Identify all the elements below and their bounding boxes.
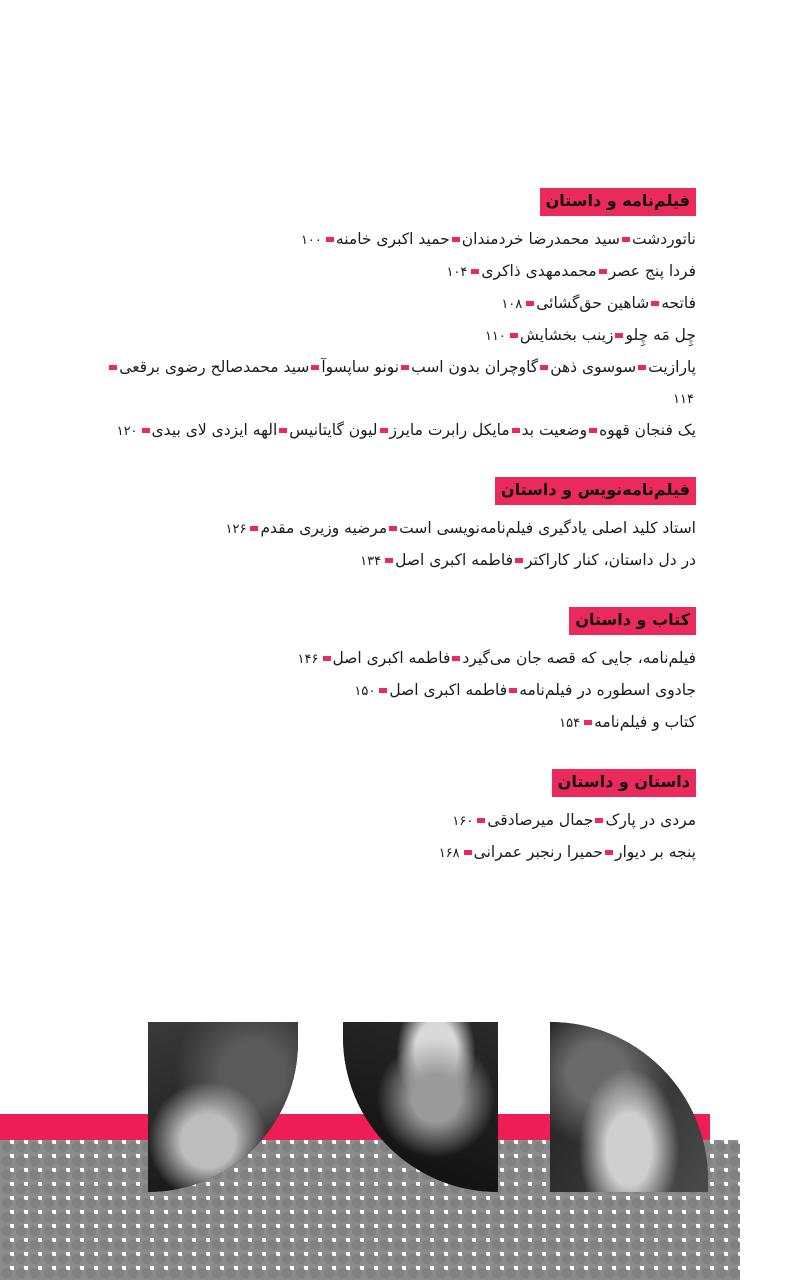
entry-credit: فاطمه اکبری اصل xyxy=(389,681,508,699)
entry-title: استاد کلید اصلی یادگیری فیلم‌نامه‌نویسی است xyxy=(399,519,696,537)
separator-mark xyxy=(638,365,646,370)
separator-mark xyxy=(452,656,460,661)
page-number: ۱۵۴ xyxy=(559,716,581,731)
entry-credit: سید محمدرضا خردمندان xyxy=(461,230,621,248)
separator-mark xyxy=(477,818,485,823)
page-number: ۱۱۰ xyxy=(484,329,506,344)
photo-book-in-garden xyxy=(148,1022,298,1192)
separator-mark xyxy=(323,656,331,661)
section-heading: فیلم‌نامه‌نویس و داستان xyxy=(495,477,696,505)
separator-mark xyxy=(401,365,409,370)
page-number: ۱۶۸ xyxy=(438,846,460,861)
entry-title: کتاب و فیلم‌نامه xyxy=(594,713,696,731)
section-heading: داستان و داستان xyxy=(552,769,696,797)
toc-entry xyxy=(96,352,696,415)
toc-entry xyxy=(96,643,696,675)
entry-title: فردا پنج عصر xyxy=(608,262,696,280)
toc-section xyxy=(96,188,696,447)
separator-mark xyxy=(622,237,630,242)
page-number: ۱۵۰ xyxy=(354,684,376,699)
entry-title: جادوی اسطوره در فیلم‌نامه xyxy=(519,681,696,699)
entry-title: ناتوردشت xyxy=(632,230,696,248)
page-number: ۱۰۸ xyxy=(501,297,523,312)
separator-mark xyxy=(389,526,397,531)
entry-title: پنجه بر دیوار xyxy=(614,843,696,861)
entry-credit: سید محمدصالح رضوی برقعی xyxy=(119,358,310,376)
entry-credit: لیون گایتانیس xyxy=(289,421,378,439)
entry-credit: زینب بخشایش xyxy=(519,326,614,344)
toc-entry xyxy=(96,288,696,320)
toc-entry xyxy=(96,320,696,352)
separator-mark xyxy=(311,365,319,370)
entry-title: پارازیت xyxy=(648,358,696,376)
toc-entry xyxy=(96,224,696,256)
toc-section xyxy=(96,769,696,869)
entry-credit: الهه ایزدی لای بیدی xyxy=(151,421,278,439)
entry-title: مردی در پارک xyxy=(605,811,696,829)
page-number: ۱۲۶ xyxy=(225,522,247,537)
toc-entry xyxy=(96,256,696,288)
page-number: ۱۲۰ xyxy=(116,424,138,439)
separator-mark xyxy=(326,237,334,242)
page-number: ۱۰۰ xyxy=(300,233,322,248)
page-number: ۱۳۴ xyxy=(360,554,382,569)
section-heading: فیلم‌نامه و داستان xyxy=(540,188,696,216)
entry-credit: فاطمه اکبری اصل xyxy=(395,551,513,569)
entry-title: یک فنجان قهوه xyxy=(599,421,696,439)
separator-mark xyxy=(509,688,517,693)
separator-mark xyxy=(385,558,393,563)
separator-mark xyxy=(605,850,613,855)
toc-entry xyxy=(96,415,696,447)
photo-open-book xyxy=(550,1022,708,1192)
toc-entry xyxy=(96,513,696,545)
separator-mark xyxy=(584,720,592,725)
entry-credit: جمال میرصادقی xyxy=(487,811,594,829)
separator-mark xyxy=(142,428,150,433)
entry-credit: سوسوی ذهن xyxy=(550,358,637,376)
entry-credit: محمدمهدی ذاکری xyxy=(481,262,597,280)
entry-credit: نونو ساپسوآ xyxy=(321,358,400,376)
entry-credit: فاطمه اکبری اصل xyxy=(332,649,451,667)
entry-credit: حمیرا رنجبر عمرانی xyxy=(473,843,603,861)
bottom-decoration xyxy=(0,1010,798,1280)
toc-entry xyxy=(96,707,696,739)
separator-mark xyxy=(595,818,603,823)
separator-mark xyxy=(540,365,548,370)
toc-section xyxy=(96,607,696,739)
separator-mark xyxy=(379,688,387,693)
separator-mark xyxy=(599,269,607,274)
entry-title: در دل داستان، کنار کاراکتر xyxy=(524,551,696,569)
separator-mark xyxy=(515,558,523,563)
separator-mark xyxy=(471,269,479,274)
entry-credit: گاوچران بدون اسب xyxy=(411,358,539,376)
separator-mark xyxy=(452,237,460,242)
separator-mark xyxy=(109,365,117,370)
entry-title: فاتحه xyxy=(661,294,696,312)
separator-mark xyxy=(510,333,518,338)
separator-mark xyxy=(380,428,388,433)
separator-mark xyxy=(651,301,659,306)
separator-mark xyxy=(512,428,520,433)
page-number: ۱۶۰ xyxy=(452,814,474,829)
table-of-contents xyxy=(96,188,696,899)
entry-title: فیلم‌نامه، جایی که قصه جان می‌گیرد xyxy=(462,649,696,667)
toc-entry xyxy=(96,837,696,869)
page-number: ۱۱۴ xyxy=(673,392,694,407)
separator-mark xyxy=(250,526,258,531)
separator-mark xyxy=(589,428,597,433)
toc-entry xyxy=(96,805,696,837)
separator-mark xyxy=(615,333,623,338)
photo-portrait-with-hat xyxy=(343,1022,498,1192)
separator-mark xyxy=(526,301,534,306)
separator-mark xyxy=(464,850,472,855)
page-number: ۱۴۶ xyxy=(297,652,319,667)
entry-credit: مرضیه وزیری مقدم xyxy=(260,519,388,537)
separator-mark xyxy=(279,428,287,433)
entry-credit: شاهین حق‌گشائی xyxy=(536,294,650,312)
entry-credit: وضعیت بد xyxy=(521,421,588,439)
entry-title: چِل مَه چِلو xyxy=(625,326,696,344)
toc-entry xyxy=(96,675,696,707)
section-heading: کتاب و داستان xyxy=(569,607,696,635)
entry-credit: حمید اکبری خامنه xyxy=(335,230,450,248)
entry-credit: مایکل رابرت مایرز xyxy=(389,421,510,439)
page-number: ۱۰۴ xyxy=(446,265,468,280)
toc-section xyxy=(96,477,696,577)
toc-entry xyxy=(96,545,696,577)
